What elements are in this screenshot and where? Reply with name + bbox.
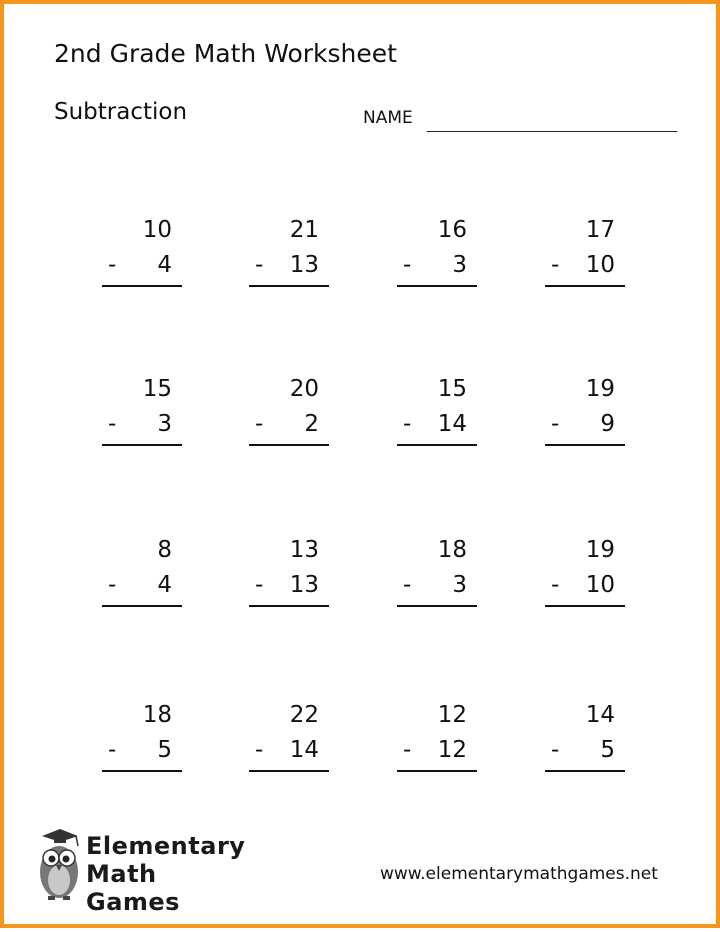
problem bbox=[102, 217, 182, 287]
problem bbox=[397, 537, 477, 607]
problem bbox=[545, 376, 625, 446]
minus-sign: - bbox=[255, 252, 264, 278]
answer-line bbox=[102, 605, 182, 607]
minuend: 15 bbox=[142, 376, 172, 402]
minuend: 17 bbox=[585, 217, 615, 243]
problem bbox=[545, 537, 625, 607]
answer-line bbox=[102, 444, 182, 446]
minus-sign: - bbox=[403, 737, 412, 763]
problem-grid bbox=[4, 4, 720, 932]
answer-line bbox=[249, 770, 329, 772]
minus-sign: - bbox=[551, 411, 560, 437]
subtrahend: 3 bbox=[452, 252, 467, 278]
minuend: 8 bbox=[157, 537, 172, 563]
problem bbox=[397, 217, 477, 287]
minus-sign: - bbox=[255, 737, 264, 763]
answer-line bbox=[397, 605, 477, 607]
subtrahend: 14 bbox=[289, 737, 319, 763]
answer-line bbox=[545, 444, 625, 446]
subtrahend: 12 bbox=[437, 737, 467, 763]
subtrahend: 13 bbox=[289, 252, 319, 278]
minus-sign: - bbox=[108, 411, 117, 437]
problem bbox=[102, 376, 182, 446]
minuend: 18 bbox=[142, 702, 172, 728]
minus-sign: - bbox=[551, 737, 560, 763]
minus-sign: - bbox=[403, 411, 412, 437]
subtrahend: 3 bbox=[157, 411, 172, 437]
minus-sign: - bbox=[255, 411, 264, 437]
problem bbox=[397, 702, 477, 772]
answer-line bbox=[397, 444, 477, 446]
subtrahend: 3 bbox=[452, 572, 467, 598]
logo-line-1: Elementary bbox=[86, 832, 246, 860]
answer-line bbox=[397, 770, 477, 772]
answer-line bbox=[397, 285, 477, 287]
minuend: 19 bbox=[585, 376, 615, 402]
subtrahend: 4 bbox=[157, 572, 172, 598]
subtrahend: 2 bbox=[304, 411, 319, 437]
subtrahend: 14 bbox=[437, 411, 467, 437]
problem bbox=[545, 702, 625, 772]
minus-sign: - bbox=[403, 252, 412, 278]
answer-line bbox=[249, 444, 329, 446]
problem bbox=[249, 537, 329, 607]
problem bbox=[249, 217, 329, 287]
problem bbox=[397, 376, 477, 446]
minus-sign: - bbox=[551, 572, 560, 598]
minus-sign: - bbox=[403, 572, 412, 598]
minuend: 19 bbox=[585, 537, 615, 563]
answer-line bbox=[102, 770, 182, 772]
problem bbox=[249, 702, 329, 772]
problem bbox=[102, 702, 182, 772]
subtrahend: 10 bbox=[585, 572, 615, 598]
minuend: 12 bbox=[437, 702, 467, 728]
minus-sign: - bbox=[108, 572, 117, 598]
subtrahend: 13 bbox=[289, 572, 319, 598]
minus-sign: - bbox=[108, 737, 117, 763]
problem bbox=[545, 217, 625, 287]
minuend: 13 bbox=[289, 537, 319, 563]
minus-sign: - bbox=[255, 572, 264, 598]
subtrahend: 10 bbox=[585, 252, 615, 278]
minuend: 18 bbox=[437, 537, 467, 563]
minuend: 10 bbox=[142, 217, 172, 243]
answer-line bbox=[249, 605, 329, 607]
minuend: 20 bbox=[289, 376, 319, 402]
worksheet-title: 2nd Grade Math Worksheet bbox=[54, 39, 397, 68]
name-label: NAME bbox=[363, 108, 413, 128]
answer-line bbox=[545, 605, 625, 607]
answer-line bbox=[249, 285, 329, 287]
problem bbox=[102, 537, 182, 607]
subtrahend: 9 bbox=[600, 411, 615, 437]
logo-text bbox=[86, 832, 254, 916]
answer-line bbox=[545, 285, 625, 287]
minuend: 16 bbox=[437, 217, 467, 243]
minuend: 15 bbox=[437, 376, 467, 402]
subtrahend: 5 bbox=[600, 737, 615, 763]
minuend: 22 bbox=[289, 702, 319, 728]
minus-sign: - bbox=[108, 252, 117, 278]
minuend: 14 bbox=[585, 702, 615, 728]
subtrahend: 4 bbox=[157, 252, 172, 278]
owl-mascot-icon bbox=[34, 826, 84, 904]
answer-line bbox=[545, 770, 625, 772]
problem bbox=[249, 376, 329, 446]
logo-line-2: Math Games bbox=[86, 860, 180, 916]
elementary-math-games-logo bbox=[34, 826, 254, 916]
website-url: www.elementarymathgames.net bbox=[380, 864, 658, 884]
minus-sign: - bbox=[551, 252, 560, 278]
answer-line bbox=[102, 285, 182, 287]
minuend: 21 bbox=[289, 217, 319, 243]
subtrahend: 5 bbox=[157, 737, 172, 763]
worksheet-subtitle: Subtraction bbox=[54, 99, 188, 125]
